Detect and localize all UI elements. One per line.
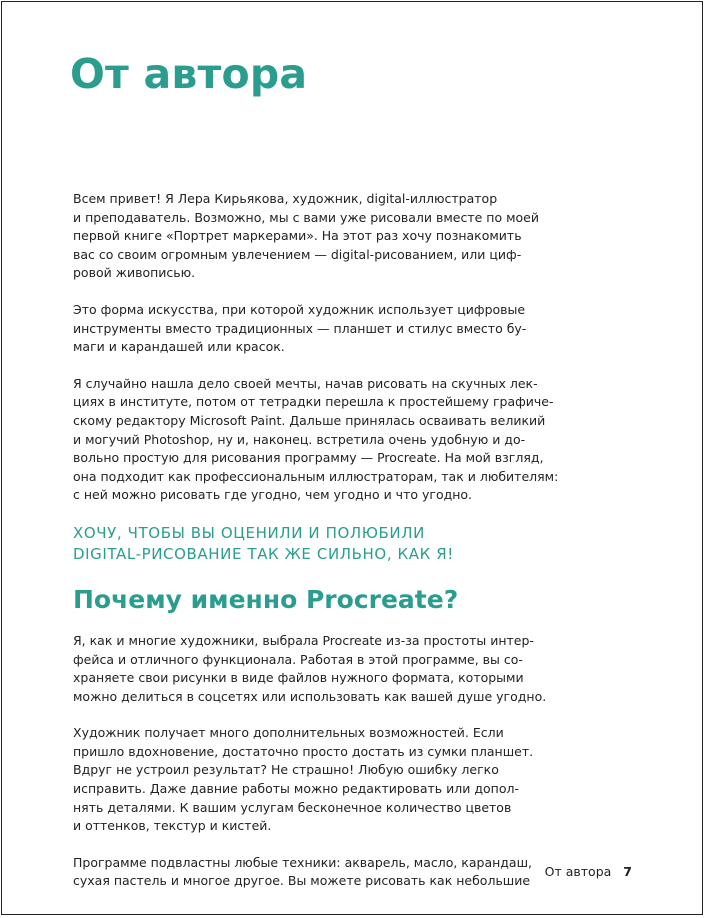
text-line: маги и карандашей или красок. — [73, 339, 285, 355]
paragraph-definition — [73, 301, 527, 357]
text-line: Вдруг не устроил результат? Не страшно! Любую ошибку легко — [73, 762, 499, 778]
text-line: нять деталями. К вашим услугам бесконечное количество цветов — [73, 799, 512, 815]
quote-line: ХОЧУ, ЧТОБЫ ВЫ ОЦЕНИЛИ И ПОЛЮБИЛИ — [73, 523, 425, 542]
text-line: она подходит как профессиональным иллюстраторам, так и любителям: — [73, 468, 559, 484]
text-line: Программе подвластны любые техники: акварель, масло, карандаш, — [73, 854, 532, 870]
text-line: скому редактору Microsoft Paint. Дальше принялась осваивать великий — [73, 412, 546, 428]
section-heading: Почему именно Procreate? — [73, 584, 459, 614]
page-content — [73, 190, 559, 891]
text-line: циях в институте, потом от тетрадки перешла к простейшему графиче- — [73, 394, 554, 410]
text-line: Я случайно нашла дело своей мечты, начав рисовать на скучных лек- — [73, 375, 538, 391]
text-line: исправить. Даже давние работы можно редактировать или допол- — [73, 781, 519, 797]
text-line: вольно простую для рисования программу — Procreate. На мой взгляд, — [73, 450, 544, 466]
text-line: и могучий Photoshop, ну и, наконец. встретила очень удобную и до- — [73, 431, 526, 447]
text-line: храняете свои рисунки в виде файлов нужного формата, которыми — [73, 670, 524, 686]
text-line: вас со своим огромным увлечением — digital-рисованием, или циф- — [73, 246, 522, 262]
text-line: Это форма искусства, при которой художник использует цифровые — [73, 301, 526, 317]
text-line: инструменты вместо традиционных — планшет и стилус вместо бу- — [73, 320, 527, 336]
paragraph-why — [73, 632, 547, 706]
page-footer — [545, 864, 632, 879]
text-line: Я, как и многие художники, выбрала Procreate из-за простоты интер- — [73, 632, 534, 648]
text-line: пришло вдохновение, достаточно просто достать из сумки планшет. — [73, 743, 534, 759]
text-line: Художник получает много дополнительных возможностей. Если — [73, 725, 504, 741]
text-line: с ней можно рисовать где угодно, чем угодно и что угодно. — [73, 487, 473, 503]
text-line: сухая пастель и многое другое. Вы можете рисовать как небольшие — [73, 873, 531, 889]
quote-line: DIGITAL-РИСОВАНИЕ ТАК ЖЕ СИЛЬНО, КАК Я! — [73, 544, 454, 563]
paragraph-intro — [73, 190, 539, 283]
page-title: От автора — [70, 50, 308, 98]
text-line: можно делиться в соцсетях или использовать как вашей душе угодно. — [73, 688, 547, 704]
paragraph-techniques — [73, 854, 532, 891]
text-line: и оттенков, текстур и кистей. — [73, 818, 272, 834]
paragraph-benefits — [73, 724, 534, 836]
text-line: и преподаватель. Возможно, мы с вами уже рисовали вместе по моей — [73, 209, 539, 225]
text-line: Всем привет! Я Лера Кирьякова, художник, digital-иллюстратор — [73, 191, 498, 206]
footer-section-title: От автора — [544, 864, 612, 879]
paragraph-story — [73, 375, 559, 505]
text-line: фейса и отличного функционала. Работая в этой программе, вы со- — [73, 651, 523, 667]
page-number: 7 — [623, 864, 632, 879]
text-line: первой книге «Портрет маркерами». На этот раз хочу познакомить — [73, 228, 522, 244]
text-line: ровой живописью. — [73, 265, 196, 281]
pull-quote — [73, 523, 503, 565]
